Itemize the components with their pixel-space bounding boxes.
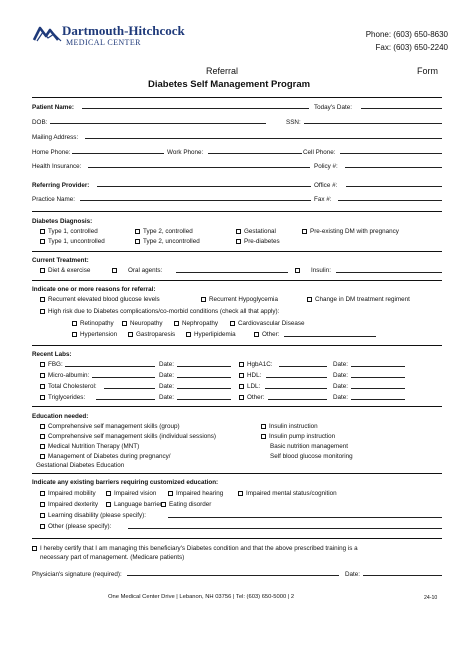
barrier-language[interactable]: Language barrier (106, 501, 162, 508)
office-field[interactable] (346, 186, 442, 187)
mailing-field[interactable] (85, 138, 442, 139)
lab-micro-date-field[interactable] (177, 377, 231, 378)
lab-hdl[interactable]: HDL: (239, 372, 261, 379)
office-label: Office #: (314, 182, 338, 189)
checkbox[interactable] (40, 373, 45, 378)
checkbox[interactable] (128, 332, 133, 337)
checkbox[interactable] (40, 454, 45, 459)
cond-hyperlipidemia[interactable]: Hyperlipidemia (186, 331, 236, 338)
checkbox[interactable] (230, 321, 235, 326)
lab-other[interactable]: Other: (239, 394, 265, 401)
edu-glucose-monitoring: Self blood glucose monitoring (270, 453, 353, 460)
lab-chol-date-field[interactable] (177, 388, 231, 389)
home-phone-field[interactable] (72, 153, 164, 154)
form-label: Form (417, 66, 438, 76)
diagnosis-heading: Diabetes Diagnosis: (32, 218, 93, 225)
checkbox[interactable] (239, 362, 244, 367)
lab-hgba1c-date-field[interactable] (351, 366, 405, 367)
barrier-eating-disorder[interactable]: Eating disorder (161, 501, 211, 508)
cond-retinopathy[interactable]: Retinopathy (72, 320, 114, 327)
checkbox[interactable] (307, 297, 312, 302)
checkbox[interactable] (40, 502, 45, 507)
divider-education (32, 406, 442, 407)
labs-heading: Recent Labs: (32, 351, 72, 358)
health-insurance-field[interactable] (88, 167, 310, 168)
checkbox[interactable] (40, 424, 45, 429)
cond-other[interactable]: Other: (254, 331, 280, 338)
ssn-label: SSN: (286, 119, 301, 126)
dhmc-logo-icon (32, 22, 64, 44)
lab-hgba1c-date-label: Date: (333, 361, 349, 368)
checkbox[interactable] (239, 384, 244, 389)
divider-top (32, 97, 442, 98)
checkbox[interactable] (40, 513, 45, 518)
fax-number: Fax: (603) 650-2240 (375, 43, 448, 52)
dx-type2-controlled[interactable]: Type 2, controlled (135, 228, 193, 235)
cell-phone-label: Cell Phone: (303, 149, 336, 156)
lab-ldl[interactable]: LDL: (239, 383, 260, 390)
patient-name-label: Patient Name: (32, 104, 74, 111)
checkbox[interactable] (40, 491, 45, 496)
dx-gestational[interactable]: Gestational (236, 228, 276, 235)
dx-type1-controlled[interactable]: Type 1, controlled (40, 228, 98, 235)
lab-hdl-date-field[interactable] (351, 377, 405, 378)
checkbox[interactable] (168, 491, 173, 496)
lab-fbg[interactable]: FBG: (40, 361, 63, 368)
lab-ldl-date-field[interactable] (351, 388, 405, 389)
lab-other-date-field[interactable] (351, 399, 405, 400)
lab-hgba1c[interactable]: HgbA1C: (239, 361, 273, 368)
treatment-heading: Current Treatment: (32, 257, 89, 264)
edu-insulin-pump[interactable]: Insulin pump instruction (261, 433, 335, 440)
form-title: Diabetes Self Management Program (148, 79, 311, 90)
barriers-heading: Indicate any existing barriers requiring customized education: (32, 479, 219, 486)
checkbox[interactable] (302, 229, 307, 234)
edu-pregnancy[interactable]: Management of Diabetes during pregnancy/ (40, 453, 171, 460)
fax-label: Fax #: (314, 196, 332, 203)
barrier-learning-field[interactable] (168, 517, 442, 518)
signature-date-field[interactable] (363, 575, 442, 576)
checkbox[interactable] (106, 502, 111, 507)
divider-treatment (32, 251, 442, 252)
policy-field[interactable] (345, 167, 442, 168)
lab-other-date-label: Date: (333, 394, 349, 401)
lab-microalbumin[interactable]: Micro-albumin: (40, 372, 89, 379)
signature-label: Physician's signature (required): (32, 571, 122, 578)
work-phone-field[interactable] (208, 153, 302, 154)
org-name: Dartmouth-Hitchcock (62, 23, 185, 38)
phone-number: Phone: (603) 650-8630 (365, 30, 448, 39)
checkbox[interactable] (72, 321, 77, 326)
checkbox[interactable] (236, 239, 241, 244)
cond-gastroparesis[interactable]: Gastroparesis (128, 331, 175, 338)
checkbox[interactable] (40, 434, 45, 439)
reason-elevated-glucose[interactable]: Recurrent elevated blood glucose levels (40, 296, 160, 303)
ssn-field[interactable] (304, 123, 442, 124)
checkbox[interactable] (295, 268, 300, 273)
dx-prediabetes[interactable]: Pre-diabetes (236, 238, 280, 245)
dx-preexisting-pregnancy[interactable]: Pre-existing DM with pregnancy (302, 228, 399, 235)
lab-fbg-field[interactable] (65, 366, 155, 367)
checkbox[interactable] (112, 268, 117, 273)
tx-insulin[interactable]: Insulin: (295, 267, 331, 274)
cond-neuropathy[interactable]: Neuropathy (122, 320, 163, 327)
barrier-other-field[interactable] (128, 528, 442, 529)
barrier-dexterity[interactable]: Impaired dexterity (40, 501, 98, 508)
reasons-heading: Indicate one or more reasons for referral: (32, 286, 156, 293)
checkbox[interactable] (40, 229, 45, 234)
checkbox[interactable] (261, 424, 266, 429)
referring-provider-label: Referring Provider: (32, 182, 90, 189)
dx-type2-uncontrolled[interactable]: Type 2, uncontrolled (135, 238, 200, 245)
checkbox[interactable] (201, 297, 206, 302)
lab-fbg-date-field[interactable] (177, 366, 231, 367)
divider-diagnosis (32, 211, 442, 212)
checkbox[interactable] (261, 434, 266, 439)
patient-name-field[interactable] (82, 108, 309, 109)
checkbox[interactable] (40, 384, 45, 389)
referral-label: Referral (206, 66, 239, 76)
checkbox[interactable] (32, 546, 37, 551)
reason-hypoglycemia[interactable]: Recurrent Hypoglycemia (201, 296, 278, 303)
form-code: 24-10 (424, 595, 438, 601)
barrier-vision[interactable]: Impaired vision (106, 490, 156, 497)
checkbox[interactable] (135, 239, 140, 244)
lab-ldl-date-label: Date: (333, 383, 349, 390)
divider-barriers (32, 473, 442, 474)
checkbox[interactable] (236, 229, 241, 234)
checkbox[interactable] (238, 491, 243, 496)
practice-name-field[interactable] (80, 200, 311, 201)
checkbox[interactable] (40, 524, 45, 529)
practice-name-label: Practice Name: (32, 196, 76, 203)
barrier-mental-status[interactable]: Impaired mental status/cognition (238, 490, 337, 497)
lab-cholesterol-field[interactable] (104, 388, 155, 389)
certify-checkbox[interactable]: I hereby certify that I am managing this beneficiary's Diabetes condition and that the above prescribed training is a (32, 545, 358, 552)
checkbox[interactable] (161, 502, 166, 507)
reason-treatment-change[interactable]: Change in DM treatment regiment (307, 296, 410, 303)
checkbox[interactable] (239, 395, 244, 400)
oral-agents-field[interactable] (176, 272, 288, 273)
checkbox[interactable] (72, 332, 77, 337)
lab-ldl-field[interactable] (265, 388, 327, 389)
checkbox[interactable] (40, 268, 45, 273)
home-phone-label: Home Phone: (32, 149, 71, 156)
cond-other-field[interactable] (284, 336, 376, 337)
referring-provider-field[interactable] (97, 186, 311, 187)
checkbox[interactable] (40, 239, 45, 244)
checkbox[interactable] (40, 362, 45, 367)
fax-field[interactable] (338, 200, 442, 201)
todays-date-label: Today's Date: (314, 104, 352, 111)
cell-phone-field[interactable] (340, 153, 442, 154)
lab-other-field[interactable] (268, 399, 327, 400)
checkbox[interactable] (40, 395, 45, 400)
lab-cholesterol[interactable]: Total Cholesterol: (40, 383, 97, 390)
org-subtitle: MEDICAL CENTER (66, 38, 141, 47)
cond-nephropathy[interactable]: Nephropathy (174, 320, 218, 327)
barrier-hearing[interactable]: Impaired hearing (168, 490, 223, 497)
checkbox[interactable] (135, 229, 140, 234)
checkbox[interactable] (122, 321, 127, 326)
checkbox[interactable] (106, 491, 111, 496)
lab-microalbumin-field[interactable] (92, 377, 155, 378)
lab-hdl-field[interactable] (266, 377, 327, 378)
cond-cardiovascular[interactable]: Cardiovascular Disease (230, 320, 305, 327)
edu-mnt[interactable]: Medical Nutrition Therapy (MNT) (40, 443, 139, 450)
checkbox[interactable] (174, 321, 179, 326)
checkbox[interactable] (239, 373, 244, 378)
barrier-other[interactable]: Other (please specify): (40, 523, 111, 530)
checkbox[interactable] (40, 297, 45, 302)
lab-trig-date-label: Date: (159, 394, 175, 401)
checkbox[interactable] (254, 332, 259, 337)
edu-insulin[interactable]: Insulin instruction (261, 423, 318, 430)
todays-date-field[interactable] (361, 108, 442, 109)
checkbox[interactable] (40, 444, 45, 449)
tx-diet-exercise[interactable]: Diet & exercise (40, 267, 90, 274)
health-insurance-label: Health Insurance: (32, 163, 82, 170)
checkbox[interactable] (186, 332, 191, 337)
dob-label: DOB: (32, 119, 48, 126)
lab-fbg-date-label: Date: (159, 361, 175, 368)
edu-basic-nutrition: Basic nutrition management (270, 443, 349, 450)
mailing-label: Mailing Address: (32, 134, 79, 141)
dob-field[interactable] (50, 123, 266, 124)
tx-oral-agents[interactable]: Oral agents: (112, 267, 162, 274)
reason-high-risk[interactable]: High risk due to Diabetes complications/co-morbid conditions (check all that apply): (40, 308, 279, 315)
barrier-learning[interactable]: Learning disability (please specify): (40, 512, 146, 519)
checkbox[interactable] (40, 309, 45, 314)
lab-chol-date-label: Date: (159, 383, 175, 390)
edu-individual[interactable]: Comprehensive self management skills (individual sessions) (40, 433, 216, 440)
lab-triglycerides[interactable]: Triglycerides: (40, 394, 85, 401)
cond-hypertension[interactable]: Hypertension (72, 331, 117, 338)
signature-date-label: Date: (345, 571, 361, 578)
lab-trig-date-field[interactable] (177, 399, 231, 400)
lab-triglycerides-field[interactable] (96, 399, 155, 400)
insulin-field[interactable] (336, 272, 442, 273)
barrier-mobility[interactable]: Impaired mobility (40, 490, 96, 497)
lab-hdl-date-label: Date: (333, 372, 349, 379)
footer-address: One Medical Center Drive | Lebanon, NH 03756 | Tel: (603) 650-5000 | 2 (108, 594, 295, 600)
lab-micro-date-label: Date: (159, 372, 175, 379)
policy-label: Policy #: (314, 163, 338, 170)
dx-type1-uncontrolled[interactable]: Type 1, uncontrolled (40, 238, 105, 245)
work-phone-label: Work Phone: (167, 149, 204, 156)
divider-reasons (32, 280, 442, 281)
education-heading: Education needed: (32, 413, 89, 420)
lab-hgba1c-field[interactable] (279, 366, 327, 367)
edu-gestational: Gestational Diabetes Education (36, 462, 125, 469)
divider-certify (32, 538, 442, 539)
signature-field[interactable] (127, 575, 339, 576)
edu-group[interactable]: Comprehensive self management skills (group) (40, 423, 180, 430)
divider-labs (32, 345, 442, 346)
certify-line-2: necessary part of management. (Medicare patients) (40, 554, 185, 561)
